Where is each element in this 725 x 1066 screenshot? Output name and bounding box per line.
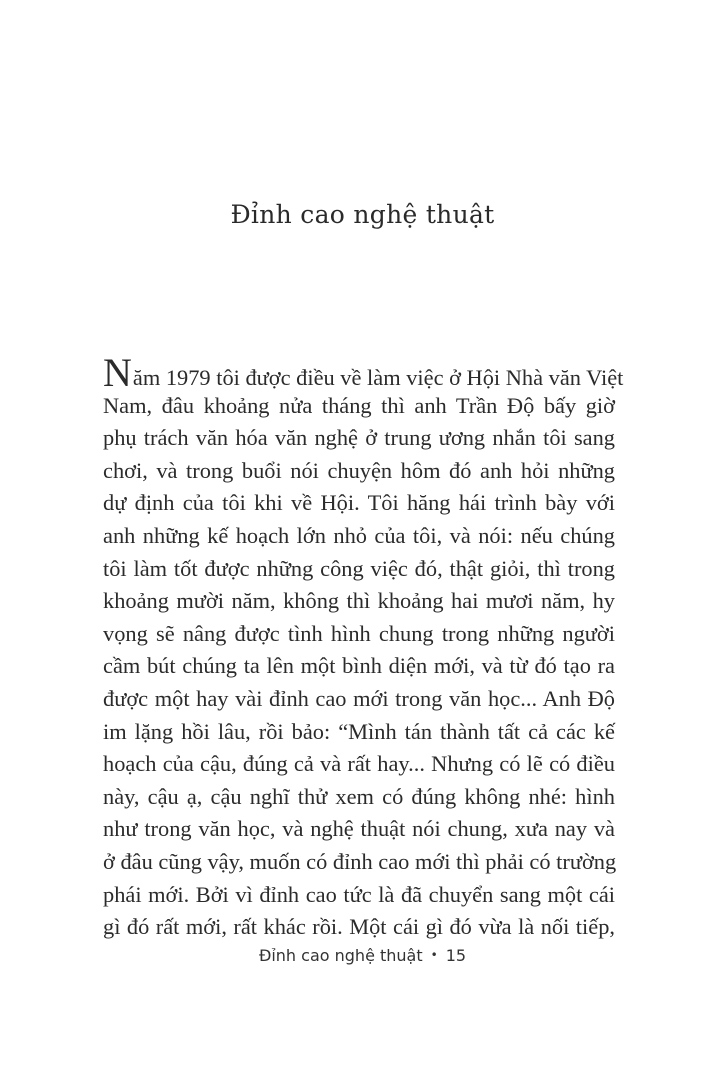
bullet-separator-icon: • [430,948,438,962]
text-line: được một hay vài đỉnh cao mới trong văn học... Anh Độ [103,685,615,711]
text-line: vọng sẽ nâng được tình hình chung trong những người [103,620,615,646]
text-line: Năm 1979 tôi được điều về làm việc ở Hội Nhà văn Việt [103,350,624,395]
text-line: gì đó rất mới, rất khác rồi. Một cái gì đó vừa là nối tiếp, [103,914,615,940]
text-line: này, cậu ạ, cậu nghĩ thử xem có đúng không nhé: hình [103,783,615,809]
text-line: anh những kế hoạch lớn nhỏ của tôi, và nói: nếu chúng [103,522,615,548]
text-line: phái mới. Bởi vì đỉnh cao tức là đã chuyển sang một cái [103,881,615,907]
text-line: ở đâu cũng vậy, muốn có đỉnh cao mới thì phải có trường [103,848,617,874]
text-line: dự định của tôi khi về Hội. Tôi hăng hái trình bày với [103,490,615,516]
text-line: phụ trách văn hóa văn nghệ ở trung ương nhắn tôi sang [103,425,615,451]
text-line: im lặng hồi lâu, rồi bảo: “Mình tán thành tất cả các kế [103,718,615,744]
page-number: 15 [445,946,467,965]
body-paragraph [103,350,624,944]
text-line: tôi làm tốt được những công việc đó, thật giỏi, thì trong [103,555,615,581]
text-line: như trong văn học, và nghệ thuật nói chung, xưa nay và [103,816,615,842]
text-line: cầm bút chúng ta lên một bình diện mới, và từ đó tạo ra [103,653,615,679]
text-line: chơi, và trong buổi nói chuyện hôm đó anh hỏi những [103,457,615,483]
running-footer [0,946,725,965]
chapter-title: Đỉnh cao nghệ thuật [230,200,495,229]
initial-letter: N [103,350,132,395]
text-line: Nam, đâu khoảng nửa tháng thì anh Trần Độ bấy giờ [103,392,615,418]
text-line: khoảng mười năm, không thì khoảng hai mươi năm, hy [103,588,615,614]
footer-running-title: Đỉnh cao nghệ thuật [258,946,423,965]
text-line: hoạch của cậu, đúng cả và rất hay... Nhưng có lẽ có điều [103,751,615,777]
